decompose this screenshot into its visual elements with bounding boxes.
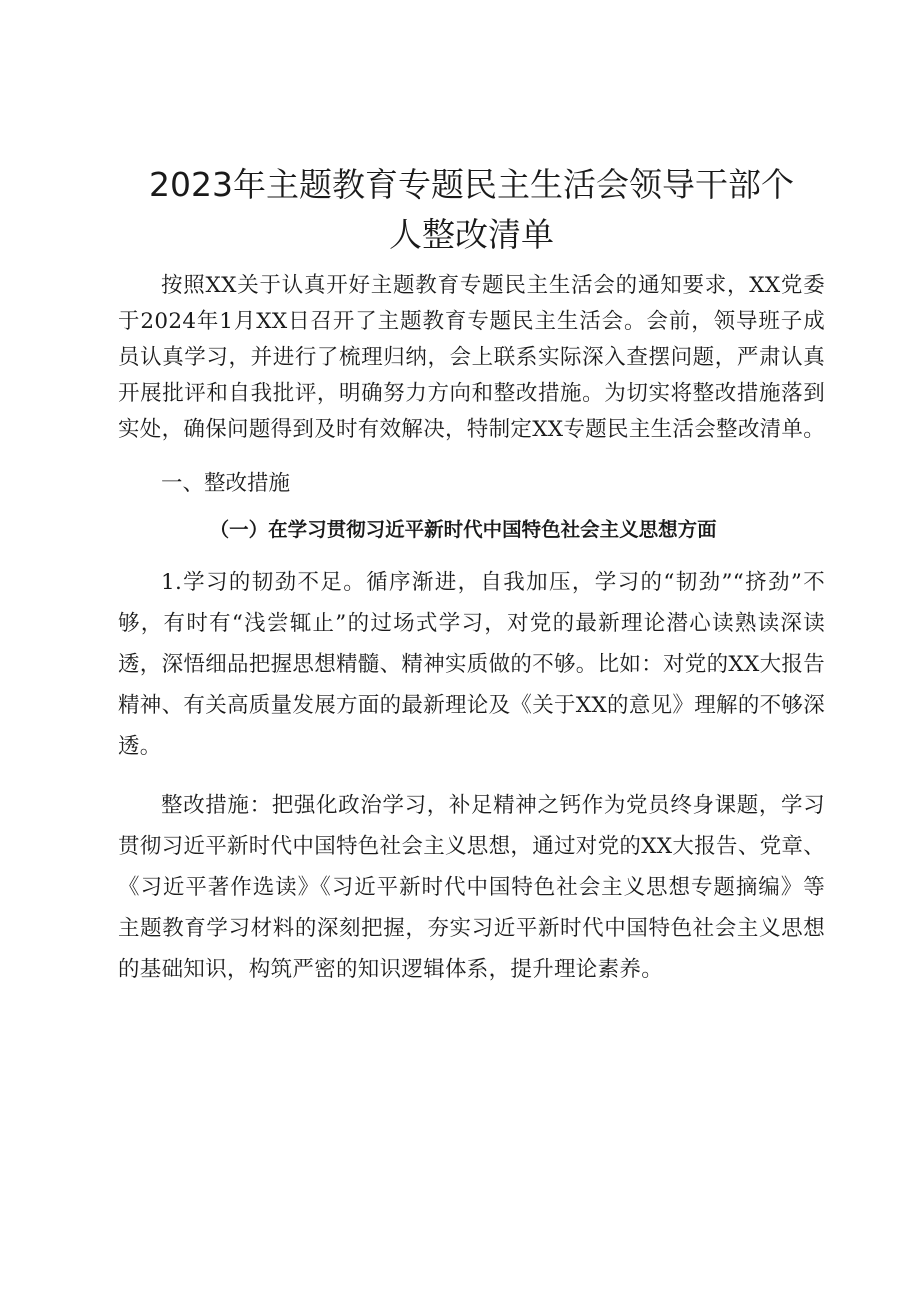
subsection-heading-study: （一）在学习贯彻习近平新时代中国特色社会主义思想方面 xyxy=(209,518,717,541)
title-line-2: 人整改清单 xyxy=(389,215,554,254)
measure-paragraph-1: 整改措施：把强化政治学习，补足精神之钙作为党员终身课题，学习贯彻习近平新时代中国特色社会主义思想，通过对党的XX大报告、党章、《习近平著作选读》《习近平新时代中国特色社会主义思想专题摘编》等主题教育学习材料的深刻把握，夯实习近平新时代中国特色社会主义思想的基础知识，构筑严密的知识逻辑体系，提升理论素养。 xyxy=(118,793,826,982)
section-heading-rectification-measures: 一、整改措施 xyxy=(161,471,291,496)
issue-item-1: 1.学习的韧劲不足。循序渐进，自我加压，学习的“韧劲”“挤劲”不够，有时有“浅尝辄止”的过场式学习，对党的最新理论潜心读熟读深读透，深悟细品把握思想精髓、精神实质做的不够。比如：对党的XX大报告精神、有关高质量发展方面的最新理论及《关于XX的意见》理解的不够深透。 xyxy=(118,570,826,759)
document-title xyxy=(118,160,825,260)
title-line-1: 2023年主题教育专题民主生活会领导干部个 xyxy=(149,165,794,204)
intro-paragraph: 按照XX关于认真开好主题教育专题民主生活会的通知要求，XX党委于2024年1月XX日召开了主题教育专题民主生活会。会前，领导班子成员认真学习，并进行了梳理归纳，会上联系实际深入查摆问题，严肃认真开展批评和自我批评，明确努力方向和整改措施。为切实将整改措施落到实处，确保问题得到及时有效解决，特制定XX专题民主生活会整改清单。 xyxy=(118,273,826,442)
